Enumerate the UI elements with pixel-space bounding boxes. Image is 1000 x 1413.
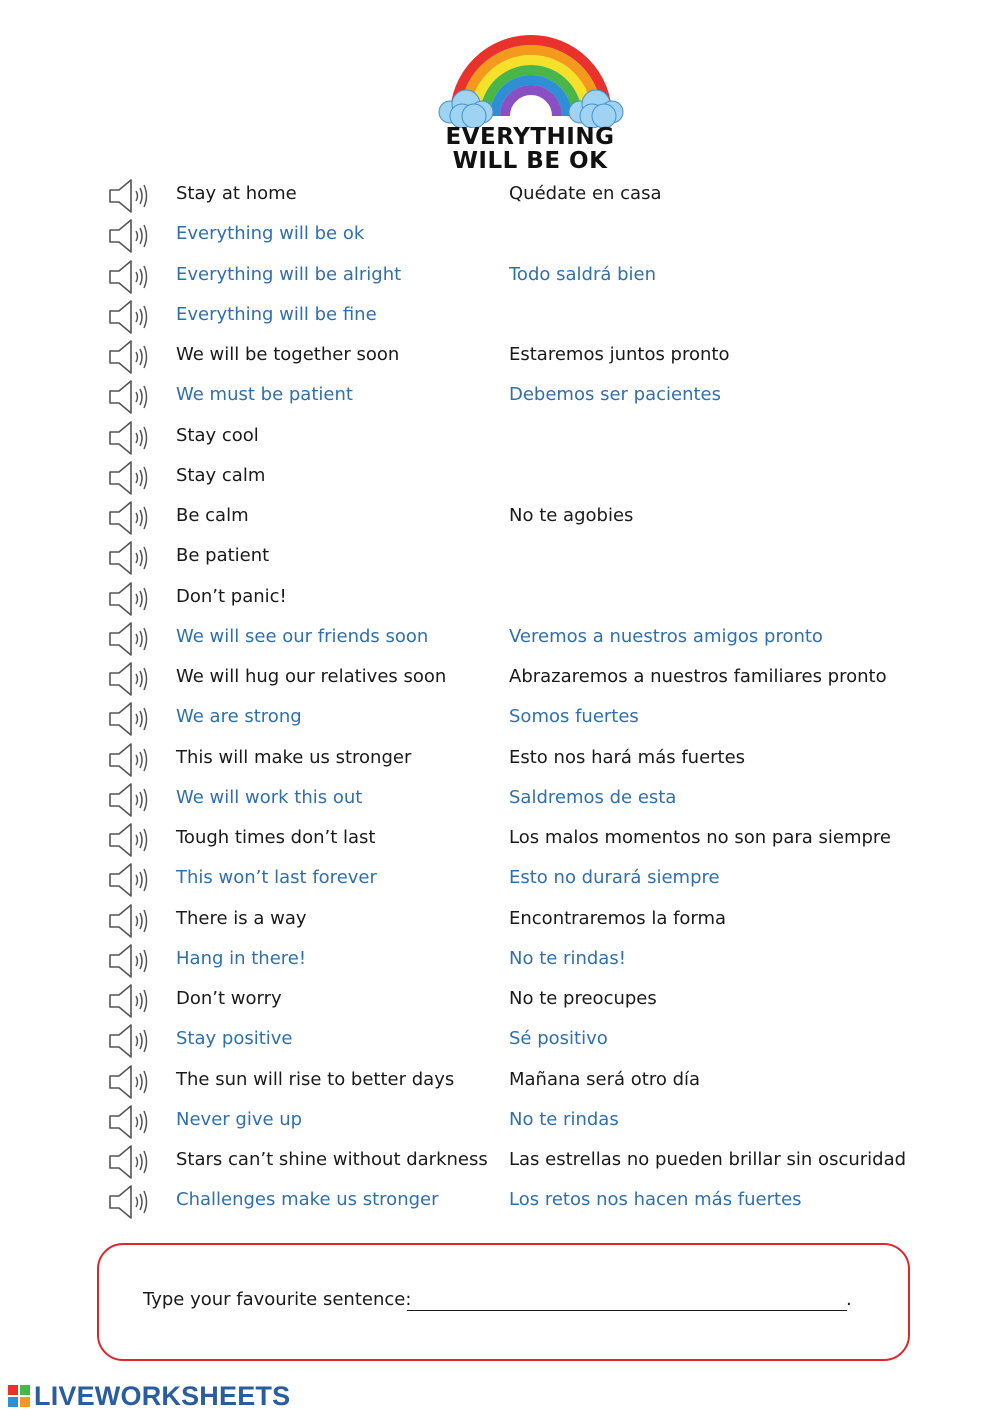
speaker-icon[interactable] — [107, 862, 151, 898]
answer-label: Type your favourite sentence: — [143, 1289, 412, 1310]
phrase-row — [0, 257, 1000, 297]
speaker-icon[interactable] — [107, 782, 151, 818]
phrase-english: Be calm — [176, 505, 249, 526]
phrase-row — [0, 337, 1000, 377]
phrase-row — [0, 216, 1000, 256]
phrase-row — [0, 579, 1000, 619]
phrase-spanish: Abrazaremos a nuestros familiares pronto — [509, 666, 887, 687]
phrase-spanish: Esto nos hará más fuertes — [509, 746, 746, 768]
speaker-icon[interactable] — [107, 581, 151, 617]
phrase-row — [0, 1062, 1000, 1102]
speaker-icon[interactable] — [107, 701, 151, 737]
speaker-icon[interactable] — [107, 983, 151, 1019]
speaker-icon[interactable] — [107, 178, 151, 214]
speaker-icon[interactable] — [107, 339, 151, 375]
phrase-english: We will hug our relatives soon — [176, 666, 447, 687]
phrase-spanish: Mañana será otro día — [509, 1068, 701, 1090]
title-line-1: EVERYTHING — [445, 124, 615, 150]
speaker-icon[interactable] — [107, 903, 151, 939]
phrase-english: This will make us stronger — [176, 746, 412, 768]
phrase-spanish: Veremos a nuestros amigos pronto — [509, 625, 823, 647]
speaker-icon[interactable] — [107, 299, 151, 335]
phrase-english: The sun will rise to better days — [176, 1068, 455, 1090]
phrase-english: We will be together soon — [176, 344, 400, 365]
phrase-spanish: Estaremos juntos pronto — [509, 344, 730, 365]
brand-name: LIVEWORKSHEETS — [34, 1381, 291, 1411]
phrase-english: Stay positive — [176, 1028, 293, 1050]
phrase-row — [0, 297, 1000, 337]
answer-end-punct: . — [846, 1289, 852, 1310]
speaker-icon[interactable] — [107, 1144, 151, 1180]
title-line-2: WILL BE OK — [452, 148, 608, 174]
phrase-row — [0, 418, 1000, 458]
speaker-icon[interactable] — [107, 1104, 151, 1140]
phrase-english: We will see our friends soon — [176, 625, 429, 647]
phrase-english: We will work this out — [176, 786, 363, 808]
phrase-spanish: Encontraremos la forma — [509, 907, 727, 929]
phrase-english: Don’t panic! — [176, 585, 287, 607]
speaker-icon[interactable] — [107, 822, 151, 858]
phrase-spanish: Los retos nos hacen más fuertes — [509, 1189, 802, 1211]
phrase-english: We must be patient — [176, 384, 353, 406]
phrase-spanish: No te agobies — [509, 505, 634, 526]
speaker-icon[interactable] — [107, 379, 151, 415]
phrase-english: Don’t worry — [176, 988, 282, 1009]
phrase-english: Stay at home — [176, 183, 297, 204]
phrase-english: Be patient — [176, 545, 270, 567]
phrase-spanish: Sé positivo — [509, 1028, 608, 1050]
phrase-spanish: No te rindas — [509, 1108, 619, 1130]
phrase-english: This won’t last forever — [176, 867, 377, 889]
phrase-row — [0, 740, 1000, 780]
phrase-row — [0, 377, 1000, 417]
phrase-spanish: Debemos ser pacientes — [509, 384, 722, 406]
phrase-english: Stay cool — [176, 424, 259, 446]
phrase-spanish: Los malos momentos no son para siempre — [509, 827, 891, 848]
phrase-english: Everything will be alright — [176, 263, 402, 285]
speaker-icon[interactable] — [107, 259, 151, 295]
speaker-icon[interactable] — [107, 460, 151, 496]
phrase-row — [0, 498, 1000, 538]
phrase-spanish: Saldremos de esta — [509, 786, 677, 808]
phrase-row — [0, 619, 1000, 659]
phrase-row — [0, 176, 1000, 216]
phrase-spanish: Esto no durará siempre — [509, 867, 720, 889]
phrase-english: Tough times don’t last — [176, 827, 376, 848]
phrase-english: We are strong — [176, 706, 302, 728]
phrase-spanish: No te preocupes — [509, 988, 657, 1009]
phrase-spanish: Las estrellas no pueden brillar sin oscuridad — [509, 1149, 907, 1170]
rainbow-icon — [436, 28, 626, 128]
phrase-row — [0, 699, 1000, 739]
phrase-row — [0, 780, 1000, 820]
phrase-row — [0, 941, 1000, 981]
phrase-english: Stay calm — [176, 464, 266, 486]
speaker-icon[interactable] — [107, 1064, 151, 1100]
phrase-row — [0, 1182, 1000, 1222]
phrase-english: Stars can’t shine without darkness — [176, 1149, 488, 1170]
phrase-english: Challenges make us stronger — [176, 1189, 439, 1211]
speaker-icon[interactable] — [107, 500, 151, 536]
rainbow-band — [505, 90, 557, 116]
phrase-row — [0, 538, 1000, 578]
speaker-icon[interactable] — [107, 540, 151, 576]
speaker-icon[interactable] — [107, 1184, 151, 1220]
speaker-icon[interactable] — [107, 661, 151, 697]
speaker-icon[interactable] — [107, 742, 151, 778]
phrase-english: Hang in there! — [176, 947, 307, 969]
phrase-row — [0, 1021, 1000, 1061]
phrase-spanish: No te rindas! — [509, 947, 626, 969]
speaker-icon[interactable] — [107, 218, 151, 254]
speaker-icon[interactable] — [107, 943, 151, 979]
speaker-icon[interactable] — [107, 1023, 151, 1059]
liveworksheets-logo-icon — [8, 1385, 30, 1407]
phrase-spanish: Somos fuertes — [509, 706, 639, 728]
phrase-row — [0, 458, 1000, 498]
speaker-icon[interactable] — [107, 621, 151, 657]
phrase-row — [0, 860, 1000, 900]
phrase-spanish: Todo saldrá bien — [509, 263, 657, 285]
phrase-english: Everything will be fine — [176, 303, 377, 325]
phrase-row — [0, 1102, 1000, 1142]
phrase-row — [0, 901, 1000, 941]
phrase-english: Never give up — [176, 1108, 303, 1130]
speaker-icon[interactable] — [107, 420, 151, 456]
phrase-spanish: Quédate en casa — [509, 183, 662, 204]
phrase-row — [0, 981, 1000, 1021]
phrase-english: There is a way — [176, 907, 307, 929]
phrase-english: Everything will be ok — [176, 223, 365, 245]
favourite-sentence-input[interactable] — [407, 1288, 847, 1311]
